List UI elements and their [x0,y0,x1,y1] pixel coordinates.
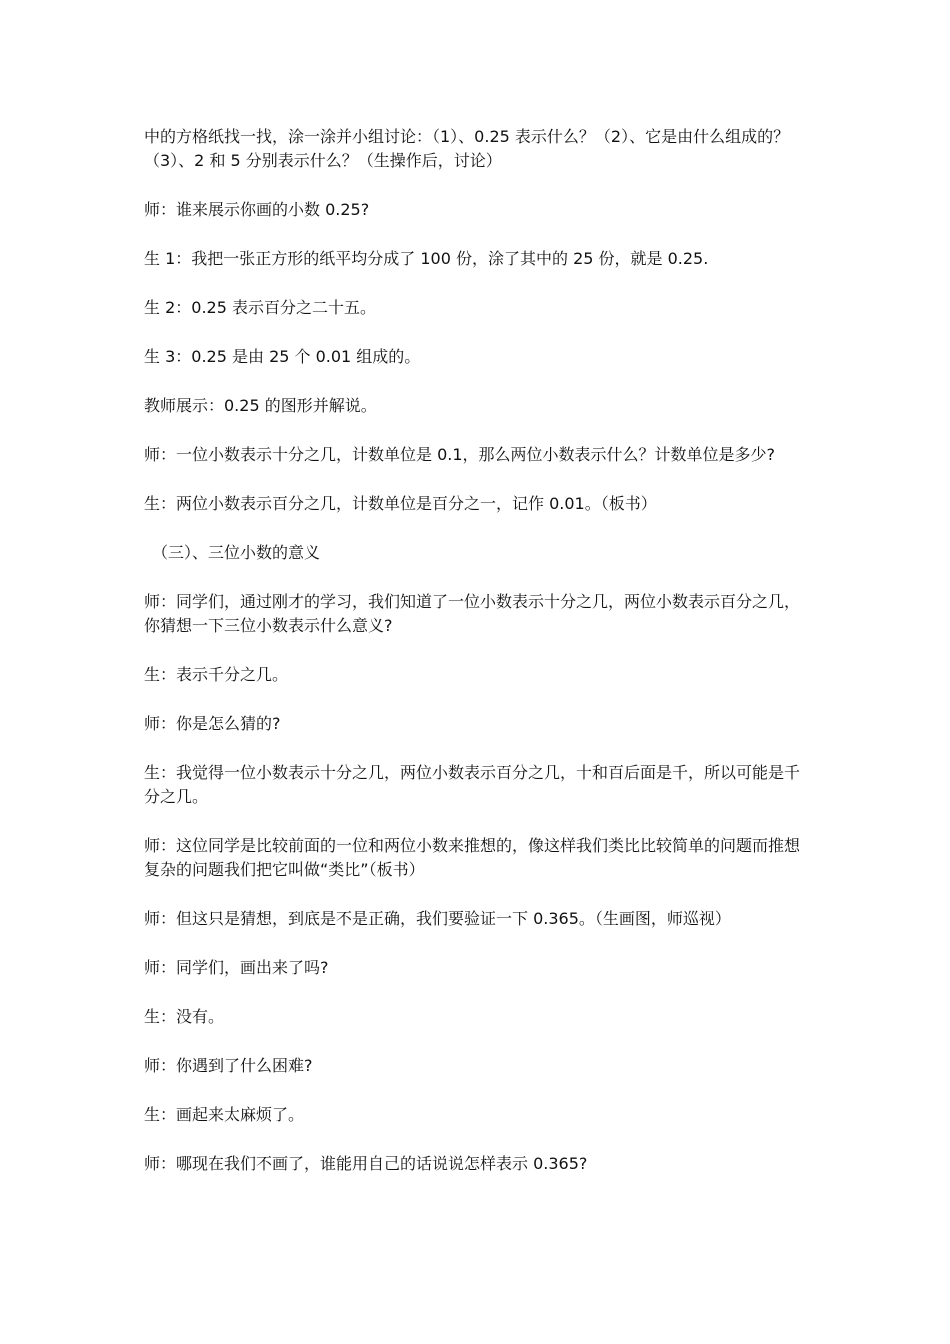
paragraph-student-troublesome: 生：画起来太麻烦了。 [144,1105,305,1124]
paragraph-student-two-digit: 生：两位小数表示百分之几，计数单位是百分之一，记作 0.01。（板书） [144,494,657,513]
paragraph-teacher-how: 师：你是怎么猜的? [144,714,281,733]
paragraph-teacher-express: 师：哪现在我们不画了，谁能用自己的话说说怎样表示 0.365? [144,1154,588,1173]
paragraph-student-1: 生 1：我把一张正方形的纸平均分成了 100 份，涂了其中的 25 份，就是 0.25. [144,249,709,268]
paragraph-teacher-demo: 教师展示：0.25 的图形并解说。 [144,396,377,415]
paragraph-teacher-question: 师：谁来展示你画的小数 0.25? [144,200,370,219]
paragraph-teacher-guess: 师：同学们，通过刚才的学习，我们知道了一位小数表示十分之几，两位小数表示百分之几，你猜想一下三位小数表示什么意义? [144,592,801,635]
paragraph-intro: 中的方格纸找一找，涂一涂并小组讨论：（1）、0.25 表示什么？（2）、它是由什么组成的？（3）、2 和 5 分别表示什么？（生操作后，讨论） [144,127,790,170]
document-body [144,125,810,1201]
paragraph-teacher-two-digit: 师：一位小数表示十分之几，计数单位是 0.1，那么两位小数表示什么？计数单位是多少? [144,445,776,464]
paragraph-teacher-difficulty: 师：你遇到了什么困难? [144,1056,313,1075]
paragraph-student-thousandths: 生：表示千分之几。 [144,665,289,684]
section-heading-three-digit: （三）、三位小数的意义 [152,543,321,562]
paragraph-student-3: 生 3：0.25 是由 25 个 0.01 组成的。 [144,347,421,366]
paragraph-student-2: 生 2：0.25 表示百分之二十五。 [144,298,376,317]
paragraph-teacher-drawn: 师：同学们，画出来了吗? [144,958,329,977]
paragraph-teacher-verify: 师：但这只是猜想，到底是不是正确，我们要验证一下 0.365。（生画图，师巡视） [144,909,731,928]
paragraph-student-no: 生：没有。 [144,1007,225,1026]
paragraph-student-reason: 生：我觉得一位小数表示十分之几，两位小数表示百分之几，十和百后面是千，所以可能是千分之几。 [144,763,801,806]
paragraph-teacher-analogy: 师：这位同学是比较前面的一位和两位小数来推想的，像这样我们类比比较简单的问题而推想复杂的问题我们把它叫做“类比”（板书） [144,836,801,879]
